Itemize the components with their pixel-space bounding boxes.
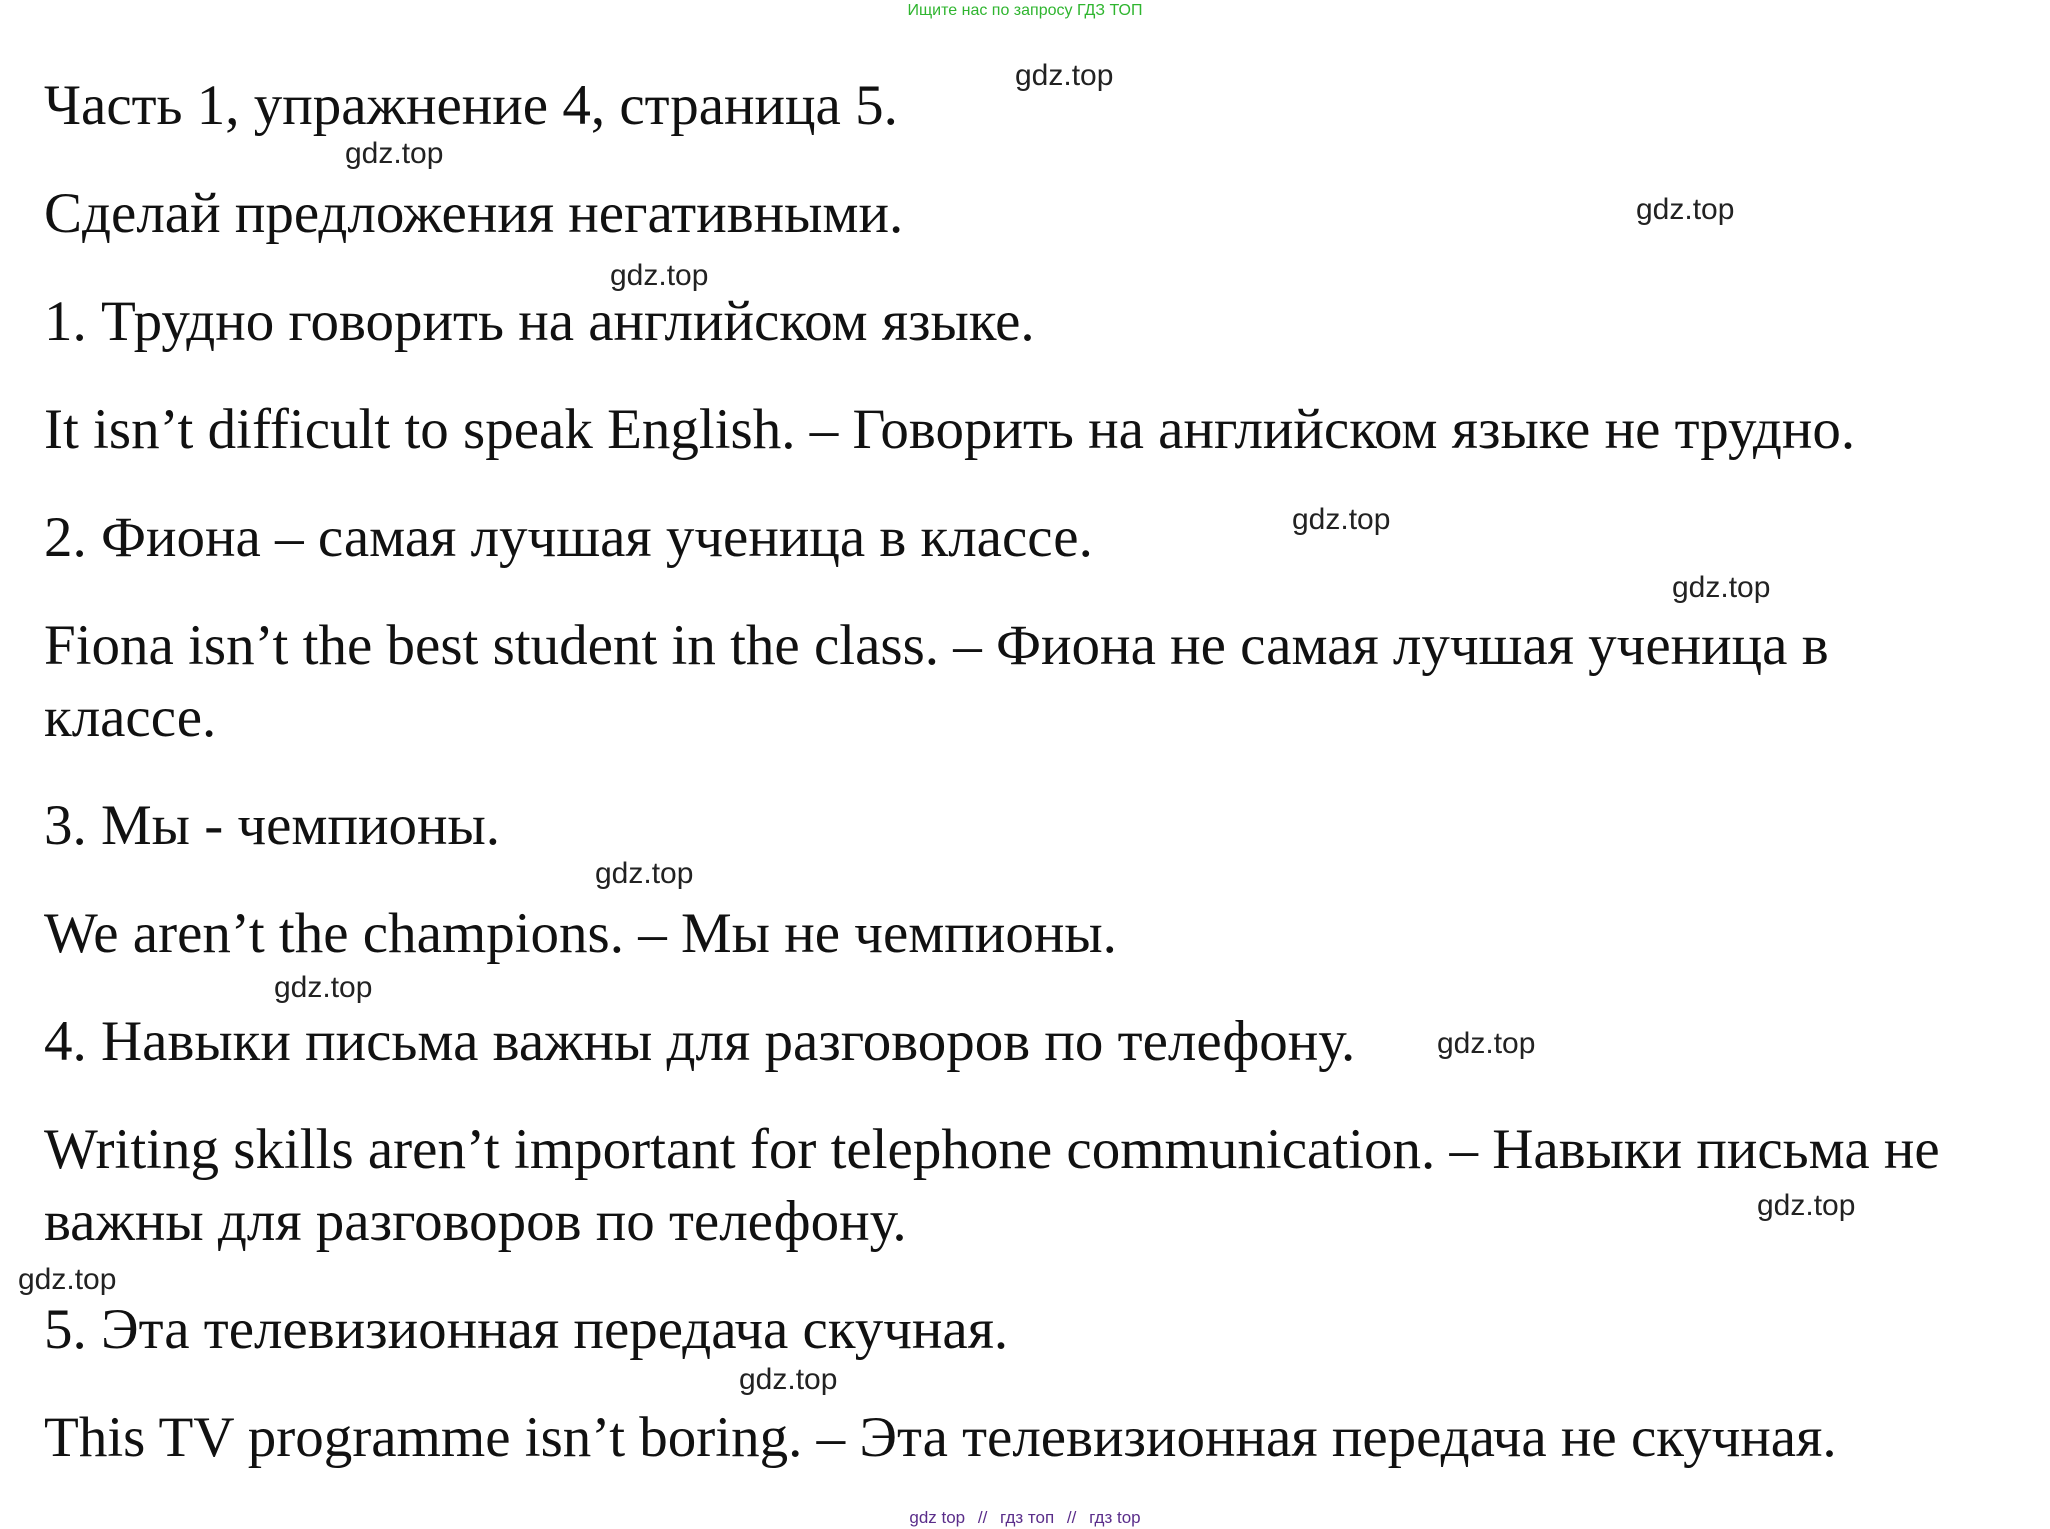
watermark: gdz.top [345, 137, 444, 170]
watermark: gdz.top [1437, 1027, 1536, 1060]
item-1-prompt: 1. Трудно говорить на английском языке. [44, 290, 1035, 353]
item-3-answer: We aren’t the champions. – Мы не чемпионы. [44, 902, 1117, 965]
watermark: gdz.top [1636, 193, 1735, 226]
watermark: gdz.top [1292, 503, 1391, 536]
item-4-answer-line-1: Writing skills aren’t important for telephone communication. – Навыки письма не [44, 1118, 1940, 1181]
watermark: gdz.top [274, 971, 373, 1004]
top-banner-link[interactable]: Ищите нас по запросу ГДЗ ТОП [907, 2, 1143, 19]
watermark: gdz.top [1757, 1189, 1856, 1222]
item-5-answer: This TV programme isn’t boring. – Эта телевизионная передача не скучная. [44, 1406, 1837, 1469]
item-2-answer-line-2: классе. [44, 686, 217, 749]
item-4-prompt: 4. Навыки письма важны для разговоров по телефону. [44, 1010, 1356, 1073]
watermark: gdz.top [1672, 571, 1771, 604]
footer-links [0, 1507, 2050, 1529]
item-4-answer-line-2: важны для разговоров по телефону. [44, 1190, 907, 1253]
item-2-answer-line-1: Fiona isn’t the best student in the class. – Фиона не самая лучшая ученица в [44, 614, 1829, 677]
footer-separator: // [977, 1508, 988, 1527]
footer-separator: // [1066, 1508, 1077, 1527]
watermark: gdz.top [739, 1363, 838, 1396]
item-5-prompt: 5. Эта телевизионная передача скучная. [44, 1298, 1009, 1361]
footer-link[interactable]: гдз top [1089, 1508, 1141, 1527]
item-2-prompt: 2. Фиона – самая лучшая ученица в классе. [44, 506, 1093, 569]
watermark: gdz.top [18, 1263, 117, 1296]
item-1-answer: It isn’t difficult to speak English. – Говорить на английском языке не трудно. [44, 398, 1856, 461]
watermark: gdz.top [610, 259, 709, 292]
watermark: gdz.top [1015, 59, 1114, 92]
exercise-title: Часть 1, упражнение 4, страница 5. [44, 74, 898, 137]
item-3-prompt: 3. Мы - чемпионы. [44, 794, 501, 857]
footer-link[interactable]: гдз топ [1000, 1508, 1055, 1527]
footer-link[interactable]: gdz top [909, 1508, 966, 1527]
watermark: gdz.top [595, 857, 694, 890]
exercise-instruction: Сделай предложения негативными. [44, 182, 904, 245]
